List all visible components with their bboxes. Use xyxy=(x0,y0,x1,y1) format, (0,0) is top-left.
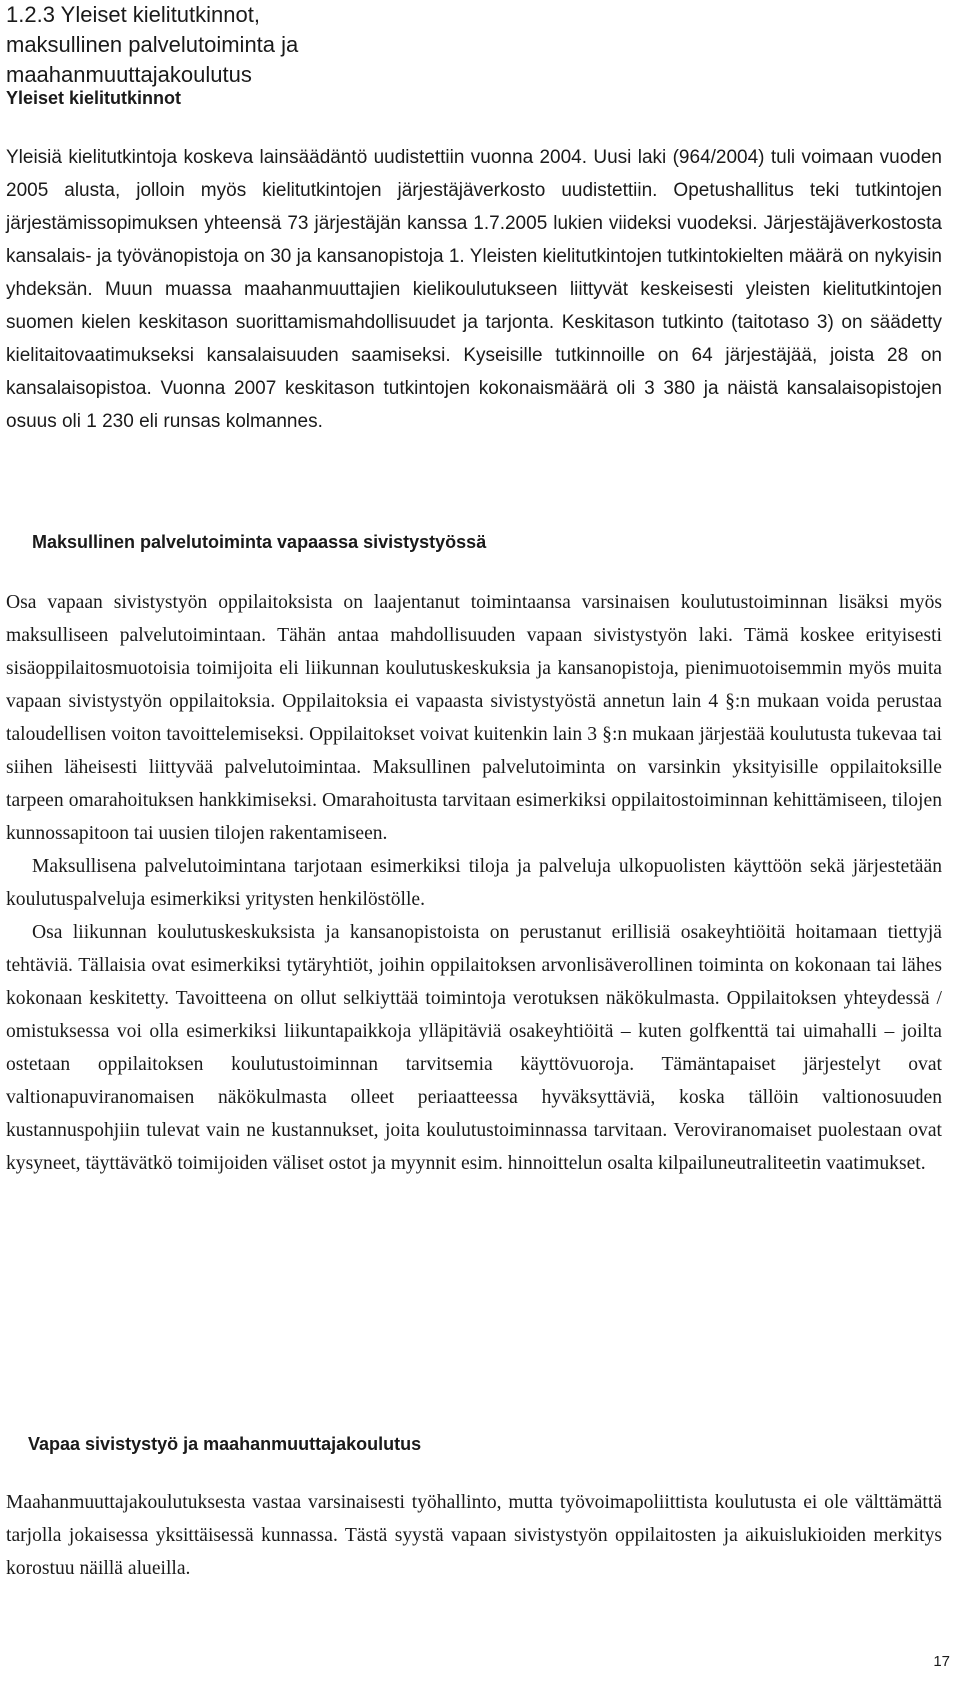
paragraph-paid-services-1: Osa vapaan sivistystyön oppilaitoksista on laajentanut toimintaansa varsinaisen koulutustoiminnan lisäksi myös maksulliseen palvelutoimintaan. Tähän antaa mahdollisuuden vapaan sivistystyön laki. Tämä koskee erityisesti sisäoppilaitosmuotoisia toimijoita eli liikunnan koulutuskeskuksia ja kansanopistoja, pienimuotoisemmin myös muita vapaan sivistystyön oppilaitoksia. Oppilaitoksia ei vapaasta sivistystyöstä annetun lain 4 §:n mukaan voida perustaa taloudellisen voiton tavoittelemiseksi. Oppilaitokset voivat kuitenkin lain 3 §:n mukaan järjestää koulutusta tukevaa tai siihen läheisesti liittyvää palvelutoimintaa. Maksullinen palvelutoiminta on varsinkin yksityisille oppilaitoksille tarpeen omarahoituksen hankkimiseksi. Omarahoitusta tarvitaan esimerkiksi oppilaitostoiminnan kehittämiseen, tilojen kunnossapitoon tai uusien tilojen rakentamiseen. xyxy=(6,592,942,844)
subheading-immigrant-education: Vapaa sivistystyö ja maahanmuuttajakoulutus xyxy=(28,1434,422,1454)
subheading-language-exams: Yleiset kielitutkinnot xyxy=(6,88,182,108)
subheading-paid-services: Maksullinen palvelutoiminta vapaassa sivistystyössä xyxy=(32,532,487,552)
paragraph-immigrant-education: Maahanmuuttajakoulutuksesta vastaa varsinaisesti työhallinto, mutta työvoimapoliittista koulutusta ei ole välttämättä tarjolla jokaisessa yksittäisessä kunnassa. Tästä syystä vapaan sivistystyön oppilaitosten ja aikuislukioiden merkitys korostuu näillä alueilla. xyxy=(6,1492,942,1579)
paid-services-body xyxy=(6,586,942,1180)
section-title: 1.2.3 Yleiset kielitutkinnot, maksullinen palvelutoiminta ja maahanmuuttajakoulutus xyxy=(6,2,299,87)
paragraph-paid-services-3: Osa liikunnan koulutuskeskuksista ja kansanopistoista on perustanut erillisiä osakeyhtiöitä hoitamaan tiettyjä tehtäviä. Tällaisia ovat esimerkiksi tytäryhtiöt, joihin oppilaitoksen arvonlisäverollinen toiminta on kokonaan tai lähes kokonaan keskitetty. Tavoitteena on ollut selkiyttää toimintoja verotuksen näkökulmasta. Oppilaitoksen yhteydessä / omistuksessa voi olla esimerkiksi liikuntapaikkoja ylläpitäviä osakeyhtiöitä – kuten golfkenttä tai uimahalli – joilta ostetaan oppilaitoksen koulutustoiminnan tarvitsemia käyttövuoroja. Tämäntapaiset järjestelyt ovat valtionapuviranomaisen näkökulmasta olleet periaatteessa hyväksyttäviä, koska tällöin valtionosuuden kustannuspohjiin tulevat vain ne kustannukset, joita koulutustoiminnassa tarvitaan. Veroviranomaiset puolestaan ovat kysyneet, täyttävätkö toimijoiden väliset ostot ja myynnit esim. hinnoittelun osalta kilpailuneutraliteetin vaatimukset. xyxy=(6,922,942,1174)
paragraph-paid-services-2: Maksullisena palvelutoimintana tarjotaan esimerkiksi tiloja ja palveluja ulkopuolisten käyttöön sekä järjestetään koulutuspalveluja esimerkiksi yritysten henkilöstölle. xyxy=(6,856,942,910)
page-number: 17 xyxy=(933,1653,950,1670)
paragraph-language-exams: Yleisiä kielitutkintoja koskeva lainsäädäntö uudistettiin vuonna 2004. Uusi laki (964/2004) tuli voimaan vuoden 2005 alusta, jolloin myös kielitutkintojen järjestäjäverkosto uudistettiin. Opetushallitus teki tutkintojen järjestämissopimuksen yhteensä 73 järjestäjän kanssa 1.7.2005 lukien viideksi vuodeksi. Järjestäjäverkostosta kansalais- ja työvänopistoja on 30 ja kansanopistoja 1. Yleisten kielitutkintojen tutkintokielten määrä on nykyisin yhdeksän. Muun muassa maahanmuuttajien kielikoulutukseen liittyvät keskeisesti yleisten kielitutkintojen suomen kielen keskitason suorittamismahdollisuudet ja tarjonta. Keskitason tutkinto (taitotaso 3) on säädetty kielitaitovaatimukseksi kansalaisuuden saamiseksi. Kyseisille tutkinnoille on 64 järjestäjää, joista 28 on kansalaisopistoa. Vuonna 2007 keskitason tutkintojen kokonaismäärä oli 3 380 ja näistä kansalaisopistojen osuus oli 1 230 eli runsas kolmannes. xyxy=(6,147,942,432)
